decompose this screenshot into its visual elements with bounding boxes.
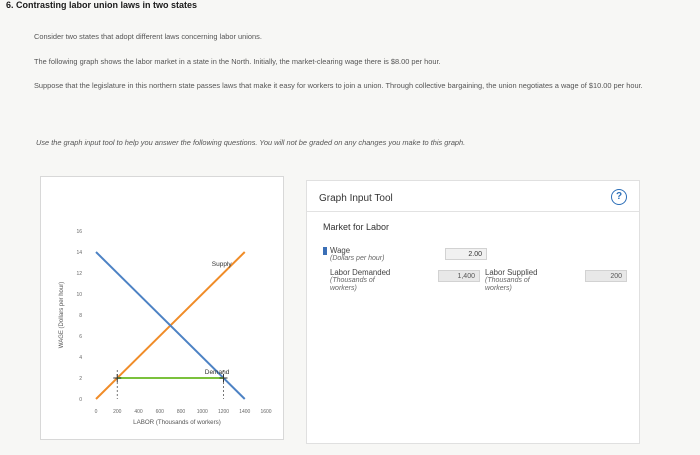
x-tick-label: 400 bbox=[134, 409, 143, 415]
x-tick-label: 1000 bbox=[196, 409, 208, 415]
y-tick-label: 8 bbox=[79, 313, 82, 319]
x-tick-label: 600 bbox=[155, 409, 164, 415]
labor-supplied-value: 200 bbox=[585, 270, 627, 282]
wage-swatch bbox=[323, 247, 327, 255]
demand-curve-label: Demand bbox=[204, 369, 230, 376]
x-tick-label: 0 bbox=[94, 409, 98, 415]
help-icon[interactable]: ? bbox=[611, 189, 627, 205]
y-tick-label: 10 bbox=[76, 292, 82, 298]
supply-curve-label: Supply bbox=[211, 261, 232, 268]
x-tick-label: 1200 bbox=[217, 409, 230, 415]
y-tick-label: 16 bbox=[76, 229, 82, 235]
graph-panel[interactable] bbox=[40, 176, 284, 440]
question-heading: 6. Contrasting labor union laws in two states bbox=[6, 0, 198, 10]
divider bbox=[307, 211, 639, 212]
wage-input[interactable]: 2.00 bbox=[445, 248, 487, 260]
y-axis-label: WAGE (Dollars per hour) bbox=[59, 281, 65, 349]
market-title: Market for Labor bbox=[323, 222, 390, 232]
y-tick-label: 6 bbox=[79, 334, 82, 340]
instruction-text: Use the graph input tool to help you answer the following questions. You will not be graded on any changes you make to this graph. bbox=[36, 138, 466, 147]
y-tick-label: 4 bbox=[79, 355, 82, 361]
y-tick-label: 2 bbox=[79, 376, 82, 382]
y-tick-label: 14 bbox=[76, 250, 82, 256]
x-tick-label: 1400 bbox=[239, 409, 251, 415]
wage-label: Wage (Dollars per hour) bbox=[330, 246, 385, 262]
labor-market-chart[interactable] bbox=[41, 177, 283, 439]
x-tick-label: 800 bbox=[176, 409, 186, 415]
tool-title: Graph Input Tool bbox=[319, 193, 393, 204]
labor-supplied-label: Labor Supplied (Thousands of workers) bbox=[485, 268, 538, 292]
y-tick-label: 12 bbox=[76, 271, 82, 277]
graph-input-tool bbox=[306, 180, 640, 444]
scenario-paragraph: Suppose that the legislature in this northern state passes laws that make it easy for workers to join a union. Through collective bargaining, the union negotiates a wage of $10.00 per hour. bbox=[34, 81, 643, 90]
x-tick-label: 200 bbox=[113, 409, 122, 415]
x-tick-label: 1600 bbox=[260, 409, 272, 415]
labor-demanded-label: Labor Demanded (Thousands of workers) bbox=[330, 268, 391, 292]
y-tick-label: 0 bbox=[79, 397, 82, 403]
graph-description: The following graph shows the labor market in a state in the North. Initially, the market-clearing wage there is $8.00 per hour. bbox=[34, 57, 441, 66]
labor-demanded-value: 1,400 bbox=[438, 270, 480, 282]
x-axis-label: LABOR (Thousands of workers) bbox=[133, 419, 221, 426]
intro-paragraph: Consider two states that adopt different laws concerning labor unions. bbox=[34, 32, 262, 41]
